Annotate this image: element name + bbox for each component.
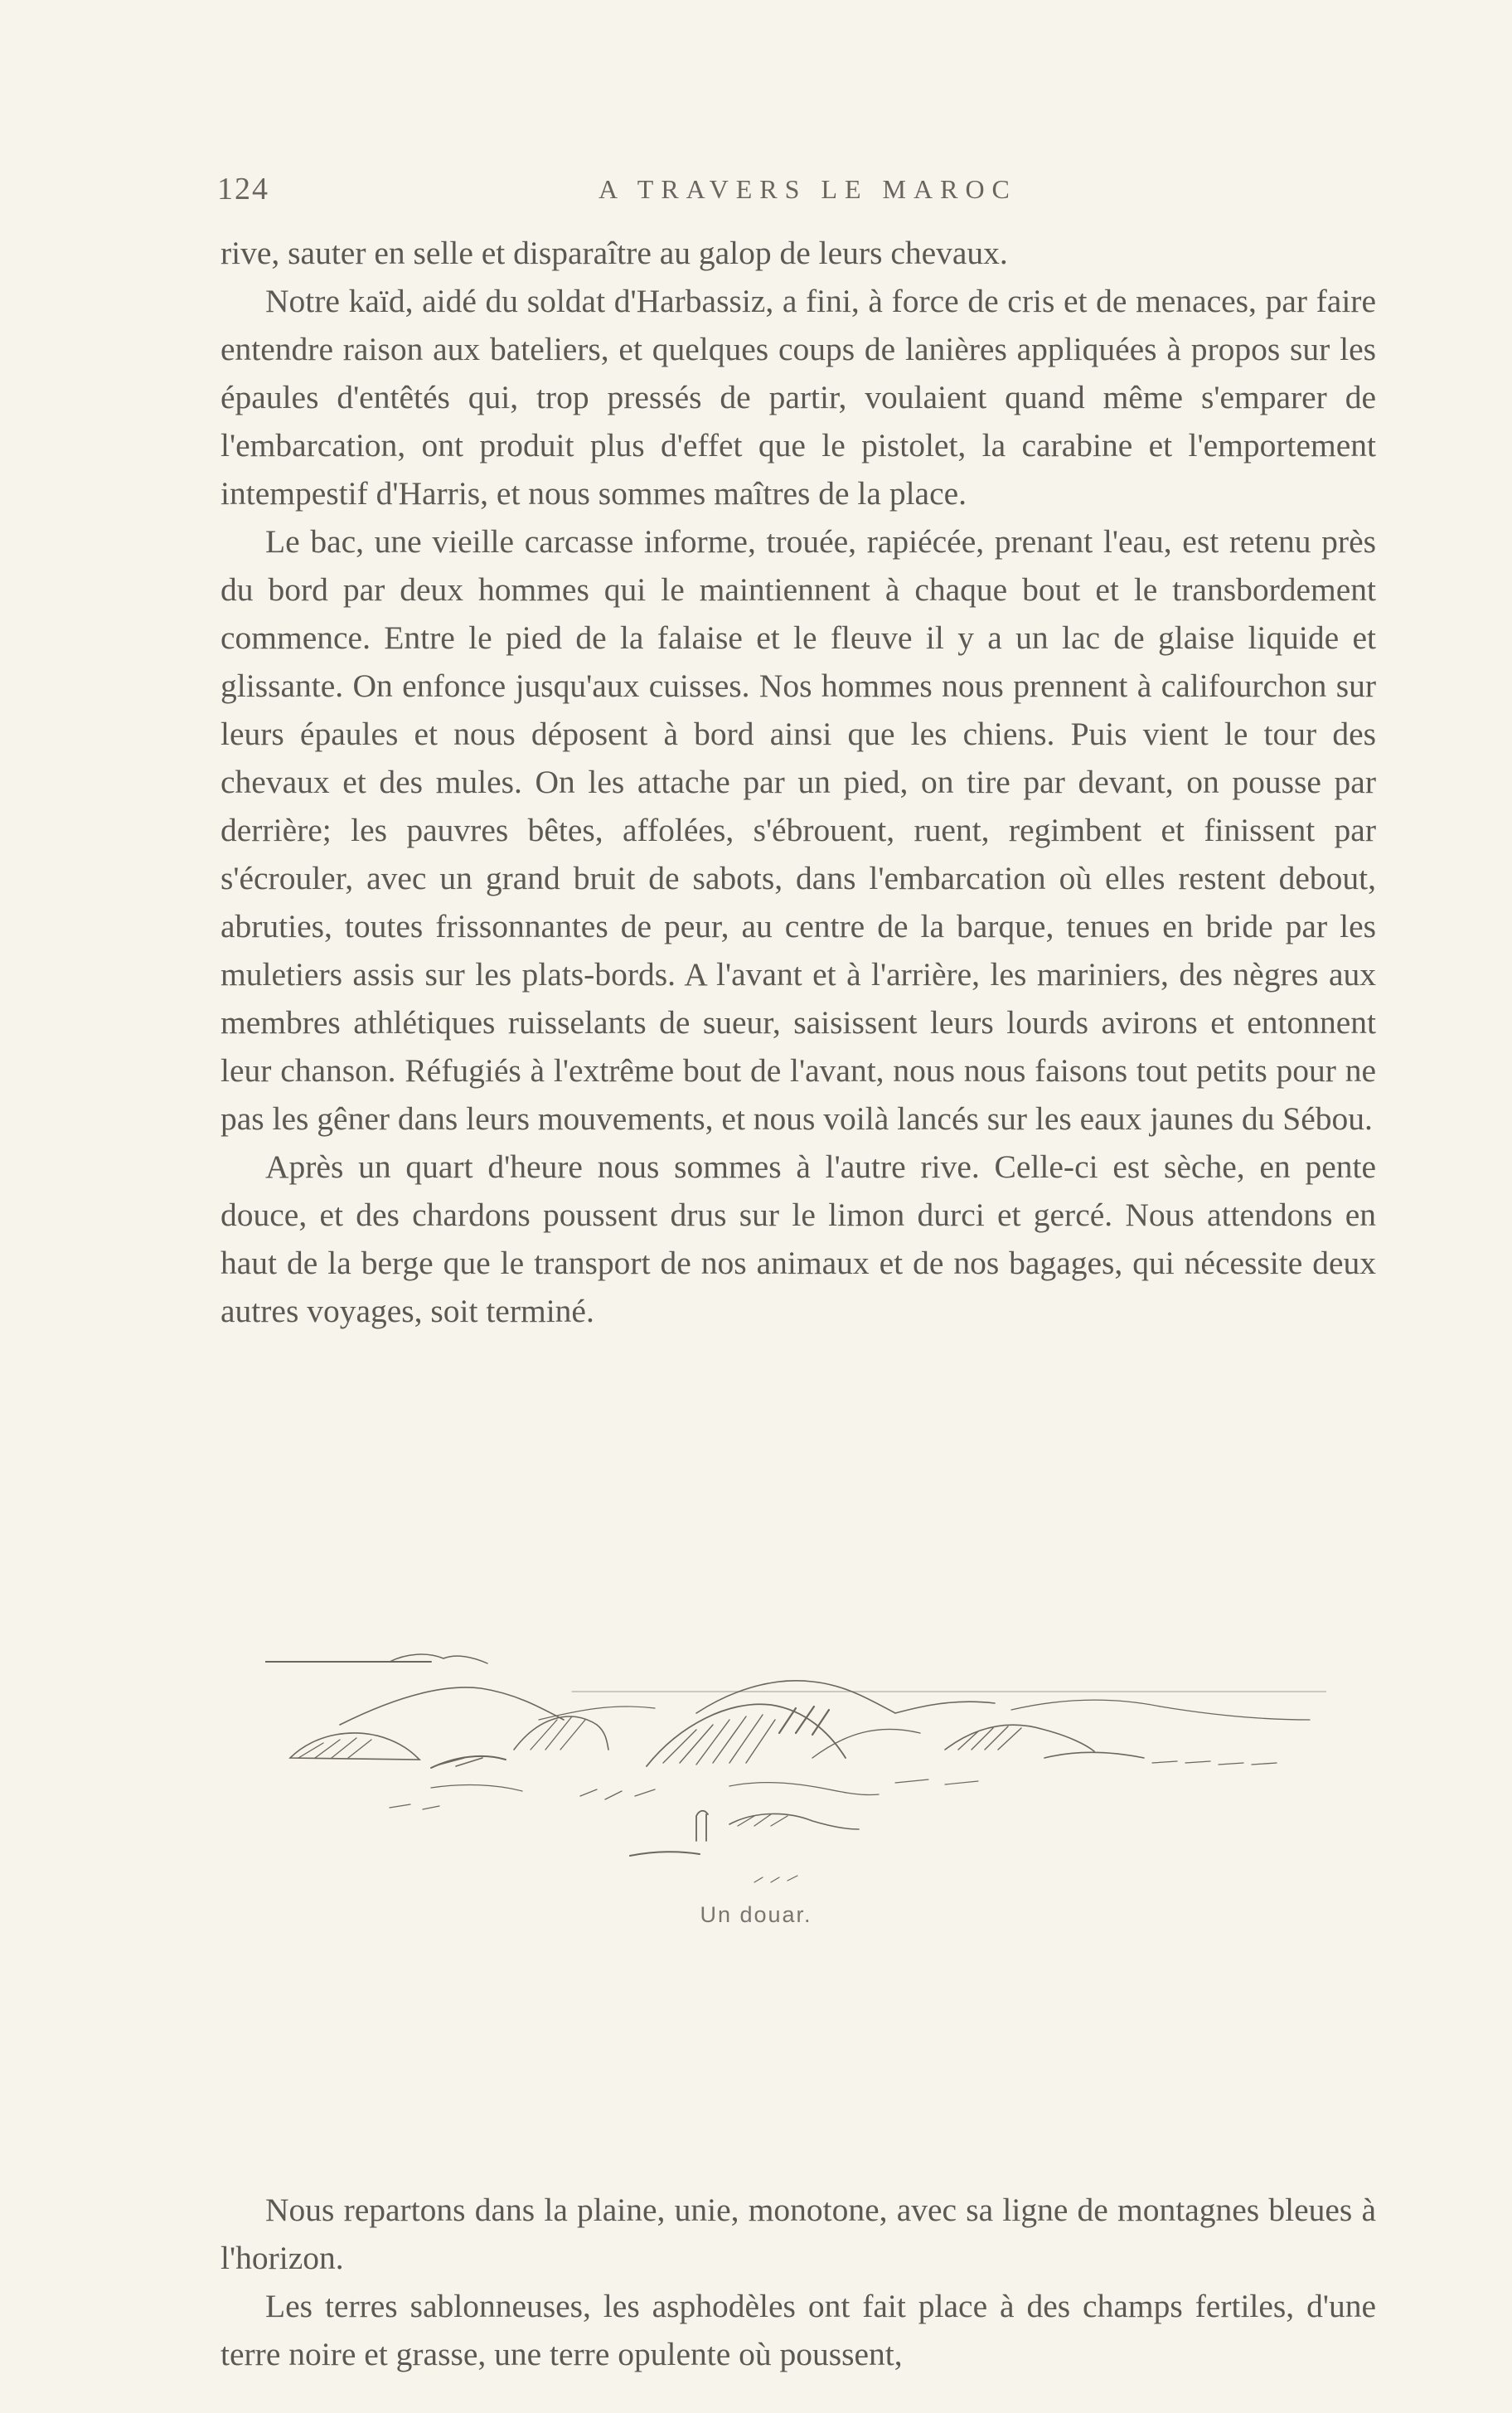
running-title: A TRAVERS LE MAROC — [598, 174, 1017, 204]
paragraph: Après un quart d'heure nous sommes à l'autre rive. Celle-ci est sèche, en pente douce, et des chardons poussent drus sur le limon durci et gercé. Nous attendons en haut de la berge que le transport de nos animaux et de nos bagages, qui nécessite deux autres voyages, soit terminé. — [220, 1148, 1376, 1329]
paragraph: Les terres sablonneuses, les asphodèles ont fait place à des champs fertiles, d'une terre noire et grasse, une terre opulente où poussent, — [220, 2288, 1376, 2372]
figure-caption: Un douar. — [700, 1902, 812, 1927]
paragraph: Nous repartons dans la plaine, unie, monotone, avec sa ligne de montagnes bleues à l'horizon. — [220, 2192, 1376, 2276]
text-block-top — [220, 229, 1376, 1335]
paragraph-continued: rive, sauter en selle et disparaître au galop de leurs chevaux. — [220, 235, 1008, 271]
douar-illustration — [265, 1634, 1326, 1899]
running-head — [217, 171, 1378, 212]
page-number: 124 — [217, 172, 269, 206]
paragraph: Notre kaïd, aidé du soldat d'Harbassiz, a fini, à force de cris et de menaces, par faire entendre raison aux bateliers, et quelques coups de lanières appliquées à propos sur les épaules d'entêtés qui, trop pressés de partir, voulaient quand même s'emparer de l'embarcation, ont produit plus d'effet que le pistolet, la carabine et l'emportement intempestif d'Harris, et nous sommes maîtres de la place. — [220, 283, 1376, 512]
text-block-bottom — [220, 2186, 1376, 2378]
paragraph: Le bac, une vieille carcasse informe, trouée, rapiécée, prenant l'eau, est retenu près du bord par deux hommes qui le maintiennent à chaque bout et le transbordement commence. Entre le pied de la falaise et le fleuve il y a un lac de glaise liquide et glissante. On enfonce jusqu'aux cuisses. Nos hommes nous prennent à califourchon sur leurs épaules et nous déposent à bord ainsi que les chiens. Puis vient le tour des chevaux et des mules. On les attache par un pied, on tire par devant, on pousse par derrière; les pauvres bêtes, affolées, s'ébrouent, ruent, regimbent et finissent par s'écrouler, avec un grand bruit de sabots, dans l'embarcation où elles restent debout, abruties, toutes frissonnantes de peur, au centre de la barque, tenues en bride par les muletiers assis sur les plats-bords. A l'avant et à l'arrière, les mariniers, des nègres aux membres athlétiques ruisselants de sueur, saisissent leurs lourds avirons et entonnent leur chanson. Réfugiés à l'extrême bout de l'avant, nous nous faisons tout petits pour ne pas les gêner dans leurs mouvements, et nous voilà lancés sur les eaux jaunes du Sébou. — [220, 523, 1376, 1137]
douar-sketch — [265, 1634, 1326, 1899]
